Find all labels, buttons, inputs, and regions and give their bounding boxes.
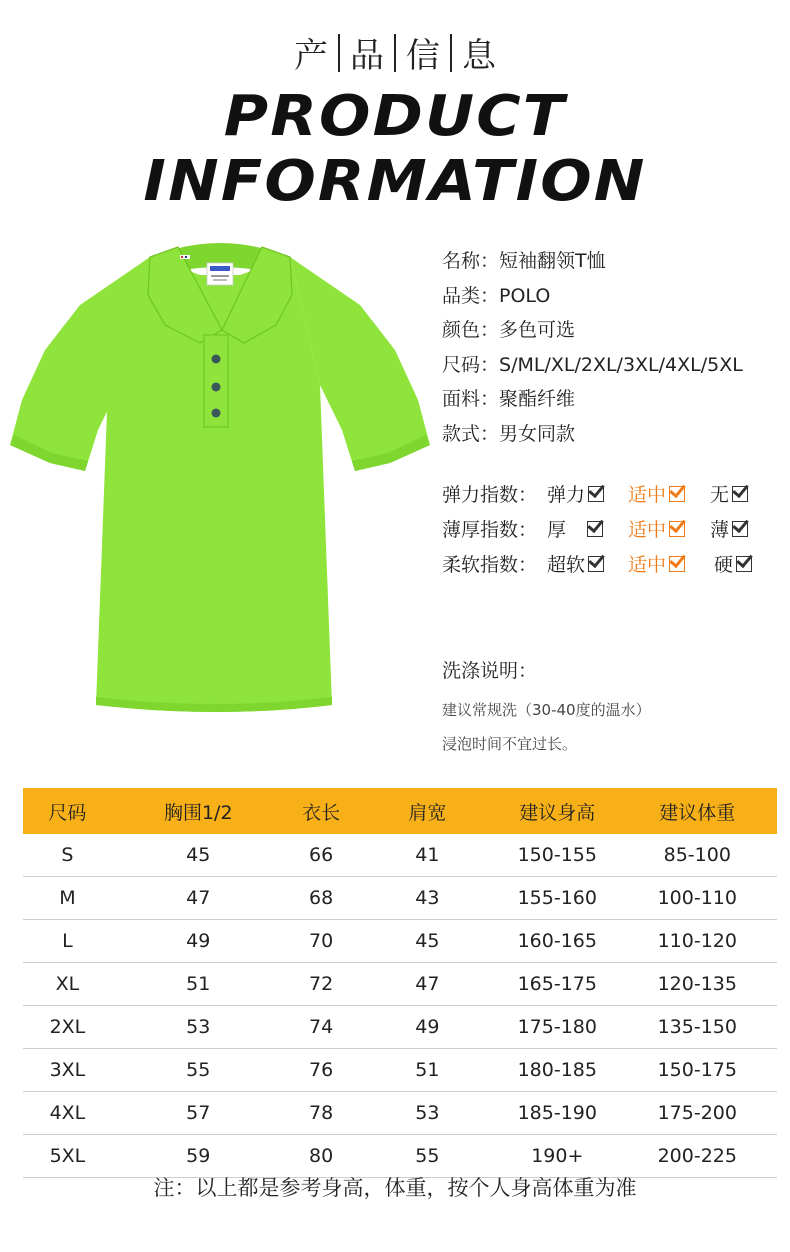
info-row-category: 品类：POLO — [442, 284, 551, 307]
table-cell: 51 — [358, 1049, 497, 1092]
table-cell: 160-165 — [497, 920, 618, 963]
checkbox-icon — [732, 521, 748, 537]
table-cell: 43 — [358, 877, 497, 920]
table-cell: 53 — [358, 1092, 497, 1135]
table-cell: 41 — [358, 834, 497, 877]
info-row-fabric: 面料：聚酯纤维 — [442, 388, 576, 410]
table-cell: 76 — [285, 1049, 358, 1092]
table-cell: 110-120 — [618, 920, 777, 963]
table-cell: 150-175 — [618, 1049, 777, 1092]
table-cell: 3XL — [23, 1049, 112, 1092]
table-cell: 135-150 — [618, 1006, 777, 1049]
checkbox-icon — [588, 486, 604, 502]
column-header: 尺码 — [23, 788, 112, 834]
table-cell: 47 — [358, 963, 497, 1006]
checkbox-icon — [736, 556, 752, 572]
info-row-size: 尺码：S/ML/XL/2XL/3XL/4XL/5XL — [442, 353, 743, 376]
index-option-selected: 适中 — [628, 480, 685, 507]
table-cell: 45 — [358, 920, 497, 963]
table-cell: 200-225 — [618, 1135, 777, 1178]
table-cell: 57 — [112, 1092, 285, 1135]
table-cell: 55 — [112, 1049, 285, 1092]
table-row — [23, 834, 777, 877]
checkbox-icon — [669, 556, 685, 572]
index-option-selected: 适中 — [628, 550, 685, 577]
washing-line: 浸泡时间不宜过长。 — [442, 735, 578, 753]
index-option: 超软 — [547, 550, 604, 577]
column-header: 衣长 — [285, 788, 358, 834]
table-cell: 165-175 — [497, 963, 618, 1006]
table-cell: 47 — [112, 877, 285, 920]
washing-title: 洗涤说明： — [442, 660, 538, 682]
header-cn-char: 品 — [350, 36, 384, 76]
checkbox-icon — [732, 486, 748, 502]
table-row — [23, 963, 777, 1006]
table-cell: S — [23, 834, 112, 877]
index-option: 薄 — [710, 515, 748, 542]
table-cell: XL — [23, 963, 112, 1006]
header-cn-title — [0, 28, 790, 77]
index-option: 硬 — [714, 550, 752, 577]
table-cell: 53 — [112, 1006, 285, 1049]
table-cell: 55 — [358, 1135, 497, 1178]
index-option: 弹力 — [547, 480, 604, 507]
header-cn-char: 息 — [462, 36, 496, 76]
column-header: 胸围1/2 — [112, 788, 285, 834]
table-cell: L — [23, 920, 112, 963]
table-cell: 74 — [285, 1006, 358, 1049]
info-row-name: 名称：短袖翻领T恤 — [442, 250, 606, 272]
washing-instructions — [442, 656, 651, 761]
table-row — [23, 1006, 777, 1049]
info-row-color: 颜色：多色可选 — [442, 319, 576, 341]
polo-shirt-image — [0, 235, 440, 725]
table-cell: 59 — [112, 1135, 285, 1178]
column-header: 建议身高 — [497, 788, 618, 834]
table-cell: 80 — [285, 1135, 358, 1178]
checkbox-icon — [669, 486, 685, 502]
size-table — [23, 788, 777, 1178]
checkbox-icon — [588, 556, 604, 572]
table-cell: 66 — [285, 834, 358, 877]
column-header: 建议体重 — [618, 788, 777, 834]
washing-line: 建议常规洗（30-40度的温水） — [442, 701, 651, 719]
footnote: 注：以上都是参考身高，体重，按个人身高体重为准 — [153, 1176, 637, 1200]
table-row — [23, 1049, 777, 1092]
table-cell: 150-155 — [497, 834, 618, 877]
index-option: 厚 — [547, 515, 603, 542]
column-header: 肩宽 — [358, 788, 497, 834]
table-row — [23, 920, 777, 963]
checkbox-icon — [669, 521, 685, 537]
table-cell: M — [23, 877, 112, 920]
table-cell: 78 — [285, 1092, 358, 1135]
table-cell: 120-135 — [618, 963, 777, 1006]
table-cell: 51 — [112, 963, 285, 1006]
table-cell: 190+ — [497, 1135, 618, 1178]
table-cell: 185-190 — [497, 1092, 618, 1135]
index-option-selected: 适中 — [628, 515, 685, 542]
table-cell: 70 — [285, 920, 358, 963]
table-cell: 68 — [285, 877, 358, 920]
table-cell: 175-180 — [497, 1006, 618, 1049]
table-row — [23, 1092, 777, 1135]
table-cell: 5XL — [23, 1135, 112, 1178]
info-row-style: 款式：男女同款 — [442, 422, 576, 445]
button — [212, 383, 221, 392]
table-cell: 4XL — [23, 1092, 112, 1135]
table-cell: 175-200 — [618, 1092, 777, 1135]
table-cell: 49 — [112, 920, 285, 963]
table-cell: 180-185 — [497, 1049, 618, 1092]
table-cell: 49 — [358, 1006, 497, 1049]
table-cell: 85-100 — [618, 834, 777, 877]
header-en-title: PRODUCT INFORMATION — [143, 84, 647, 214]
table-cell: 72 — [285, 963, 358, 1006]
table-row — [23, 877, 777, 920]
size-table-header — [23, 788, 777, 834]
table-cell: 100-110 — [618, 877, 777, 920]
checkbox-icon — [587, 521, 603, 537]
header-cn-char: 信 — [406, 36, 440, 76]
button — [212, 409, 221, 418]
table-cell: 2XL — [23, 1006, 112, 1049]
table-cell: 155-160 — [497, 877, 618, 920]
button — [212, 355, 221, 364]
index-option: 无 — [710, 480, 748, 507]
header-cn-char: 产 — [294, 36, 328, 76]
product-info — [442, 244, 743, 451]
table-cell: 45 — [112, 834, 285, 877]
